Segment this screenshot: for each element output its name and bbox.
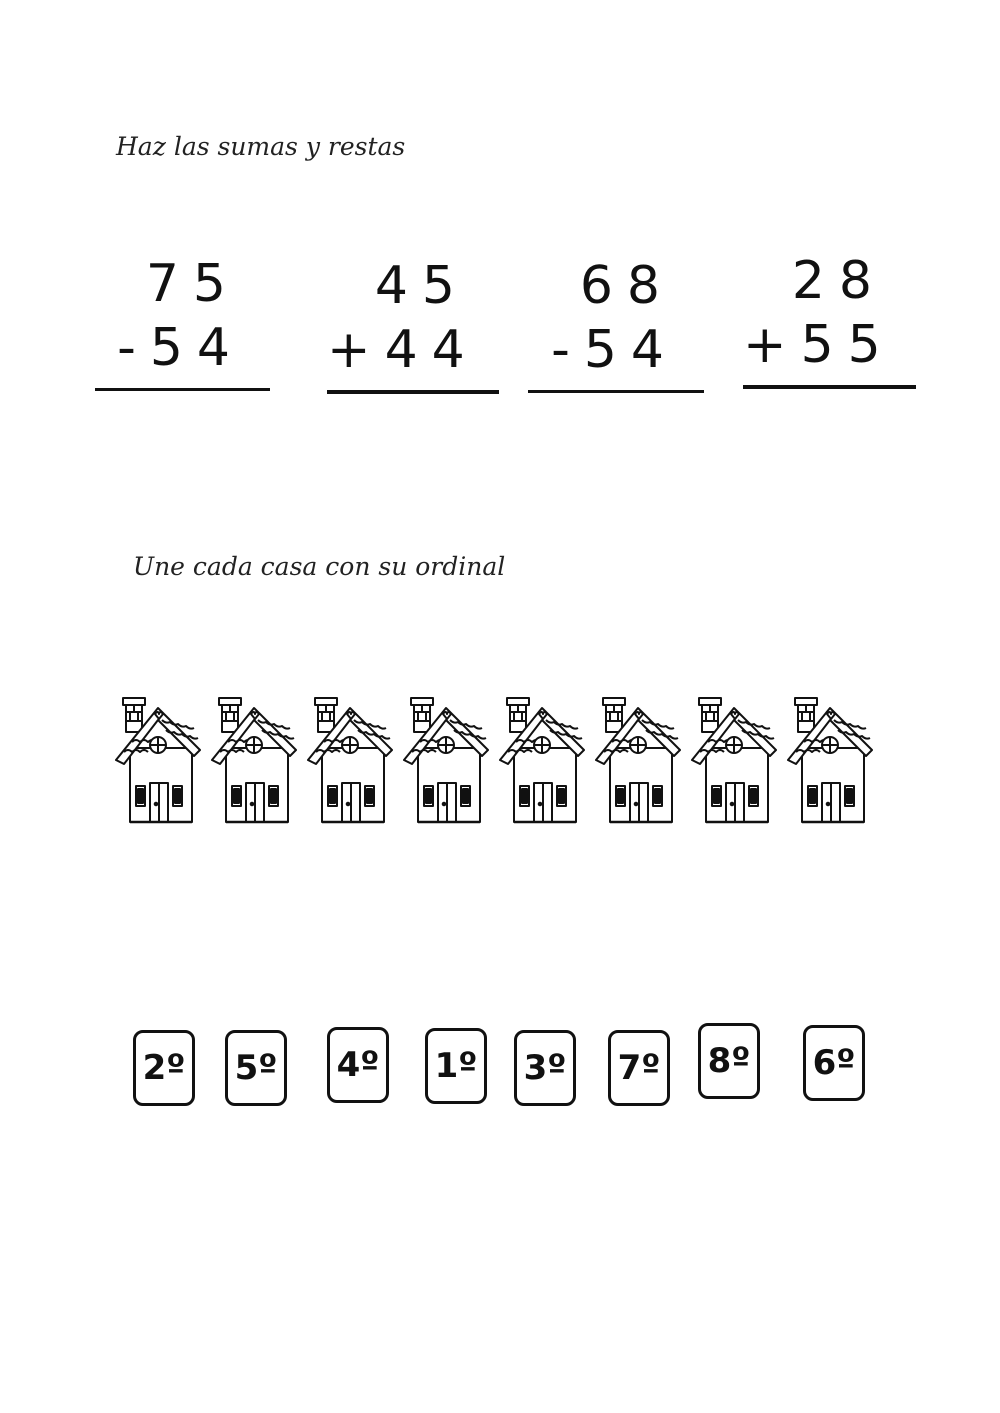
problem-top-number: 68 [579,256,674,316]
answer-line [528,390,704,393]
problem-top-number: 28 [791,251,886,311]
house-icon[interactable] [494,690,589,830]
instruction-ordinals: Une cada casa con su ordinal [133,552,506,581]
answer-line [327,390,499,394]
ordinal-card[interactable]: 6º [803,1025,865,1101]
house-icon[interactable] [206,690,301,830]
ordinal-card[interactable]: 8º [698,1023,760,1099]
ordinal-card[interactable]: 2º [133,1030,195,1106]
problem-top-number: 45 [374,256,469,316]
problem-bottom-number: +55 [743,315,895,375]
problem-bottom-number: +44 [327,320,479,380]
math-problem-4 [743,251,916,405]
ordinal-card[interactable]: 1º [425,1028,487,1104]
ordinal-card[interactable]: 7º [608,1030,670,1106]
house-icon[interactable] [398,690,493,830]
house-icon[interactable] [782,690,877,830]
math-problem-3 [528,256,704,410]
instruction-sums: Haz las sumas y restas [116,132,406,161]
problem-bottom-number: -54 [117,318,244,378]
house-icon[interactable] [686,690,781,830]
house-icon[interactable] [110,690,205,830]
problem-top-number: 75 [145,254,240,314]
houses-row [110,690,900,830]
answer-line [95,388,270,391]
math-problem-2 [327,256,499,410]
ordinal-card[interactable]: 5º [225,1030,287,1106]
ordinal-card[interactable]: 3º [514,1030,576,1106]
answer-line [743,385,916,389]
math-problem-1 [95,254,270,408]
house-icon[interactable] [590,690,685,830]
problem-bottom-number: -54 [551,320,678,380]
ordinal-card[interactable]: 4º [327,1027,389,1103]
house-icon[interactable] [302,690,397,830]
